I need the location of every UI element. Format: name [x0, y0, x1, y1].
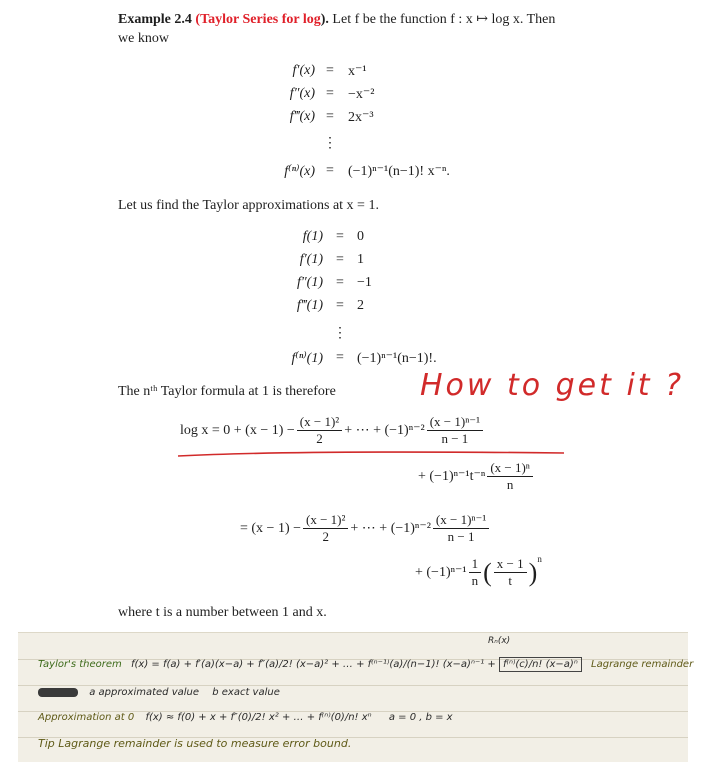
example-label: Example 2.4: [118, 12, 192, 27]
handwritten-notes: [18, 632, 694, 762]
example-intro-cont: we know: [118, 31, 169, 46]
derivative-row: [0, 160, 720, 182]
eq-lhs: f′(x): [292, 63, 315, 78]
eq-rhs: 1: [357, 252, 364, 267]
eq-op: =: [336, 275, 344, 290]
fraction: [494, 556, 527, 589]
fraction-numerator: x − 1: [494, 556, 527, 573]
note-math: f(x) = f(a) + f′(a)(x−a) + f″(a)/2! (x−a)² + … + f⁽ⁿ⁻¹⁾(a)/(n−1)! (x−a)ⁿ⁻¹ +: [130, 659, 496, 670]
ruled-line: [18, 685, 688, 686]
formula-term: + (−1)ⁿ⁻¹: [415, 565, 467, 580]
value-row: [0, 226, 720, 248]
note-tail: Lagrange remainder: [591, 659, 694, 670]
note-line-2: [38, 687, 280, 698]
eq-lhs: f⁽ⁿ⁾(x): [284, 163, 315, 179]
eq-lhs: f(1): [302, 229, 323, 244]
fraction-denominator: 2: [316, 431, 323, 446]
formula-line-2: [418, 460, 535, 493]
note-lead: Approximation at 0: [38, 712, 135, 723]
eq-lhs: f″(1): [296, 275, 323, 290]
value-row: [0, 295, 720, 317]
fraction: [427, 414, 483, 447]
scribble-mark: [38, 688, 78, 697]
fraction-denominator: t: [508, 573, 513, 588]
eq-rhs: (−1)ⁿ⁻¹(n−1)! x⁻ⁿ.: [348, 163, 450, 179]
formula-intro: The nᵗʰ Taylor formula at 1 is therefore: [118, 384, 336, 399]
eq-rhs: 2: [357, 298, 364, 313]
eq-rhs: (−1)ⁿ⁻¹(n−1)!.: [357, 350, 437, 366]
fraction-denominator: 2: [322, 529, 329, 544]
eq-op: =: [326, 86, 334, 101]
note-line-4: Tip Lagrange remainder is used to measure error bound.: [38, 737, 352, 750]
formula-line-1: [180, 414, 485, 447]
eq-op: =: [336, 298, 344, 313]
red-underline: [176, 448, 566, 460]
note-line-3: [38, 712, 453, 723]
eq-lhs: f⁽ⁿ⁾(1): [291, 350, 323, 366]
formula-term: = (x − 1) −: [240, 520, 302, 536]
fraction-denominator: n − 1: [447, 529, 475, 544]
note-lead: a approximated value: [89, 687, 200, 698]
eq-op: =: [326, 163, 334, 178]
vdots-row: [0, 132, 720, 154]
eq-rhs: 2x⁻³: [348, 109, 374, 125]
fraction: [433, 512, 489, 545]
find-text: Let us find the Taylor approximations at x = 1.: [118, 198, 379, 213]
vdots-row: [0, 322, 720, 344]
example-intro: Let f be the function f : x ↦ log x. Then: [332, 12, 556, 27]
eq-lhs: f′(1): [299, 252, 323, 267]
formula-line-4: [415, 553, 542, 589]
note-lead: Taylor's theorem: [38, 659, 122, 670]
formula-term: + ⋯ + (−1)ⁿ⁻²: [344, 423, 425, 438]
fraction-denominator: n: [506, 477, 514, 492]
open-paren: (: [195, 12, 201, 27]
value-row: [0, 347, 720, 369]
right-paren: ): [528, 557, 538, 587]
handwritten-question: How to get it ?: [420, 368, 684, 403]
fraction-numerator: (x − 1)²: [303, 512, 348, 529]
eq-rhs: −x⁻²: [348, 86, 375, 102]
eq-op: =: [336, 229, 344, 244]
eq-op: =: [336, 252, 344, 267]
fraction-numerator: 1: [469, 556, 482, 573]
eq-op: =: [326, 63, 334, 78]
fraction: [297, 414, 342, 447]
eq-rhs: x⁻¹: [348, 63, 367, 79]
eq-op: =: [326, 109, 334, 124]
fraction-numerator: (x − 1)ⁿ: [487, 460, 533, 477]
note-math: f(x) ≈ f(0) + x + f″(0)/2! x² + … + f⁽ⁿ⁾(0)/n! xⁿ: [145, 712, 372, 723]
vdots: ⋮: [323, 135, 337, 151]
eq-rhs: 0: [357, 229, 364, 244]
eq-op: =: [336, 350, 344, 365]
left-paren: (: [483, 557, 492, 587]
fraction: [487, 460, 533, 493]
eq-lhs: f″(x): [289, 86, 315, 101]
value-row: [0, 249, 720, 271]
value-row: [0, 272, 720, 294]
fraction: [303, 512, 348, 545]
remainder-box: f⁽ⁿ⁾(c)/n! (x−a)ⁿ: [499, 657, 582, 672]
note-tail: a = 0 , b = x: [388, 712, 453, 723]
where-text: where t is a number between 1 and x.: [118, 605, 327, 620]
derivative-row: [0, 83, 720, 105]
eq-lhs: f‴(1): [296, 298, 323, 313]
eq-rhs: −1: [357, 275, 372, 290]
note-line-1: [38, 659, 693, 670]
derivative-row: [0, 106, 720, 128]
rn-label: Rₙ(x): [488, 636, 511, 646]
derivative-row: [0, 60, 720, 82]
fraction-numerator: (x − 1)ⁿ⁻¹: [433, 512, 489, 529]
formula-term: + ⋯ + (−1)ⁿ⁻²: [350, 521, 431, 536]
vdots: ⋮: [333, 325, 347, 341]
eq-lhs: f‴(x): [289, 109, 315, 124]
fraction-numerator: (x − 1)ⁿ⁻¹: [427, 414, 483, 431]
close-paren: ).: [320, 12, 329, 27]
exponent: n: [537, 553, 542, 564]
example-heading: [118, 11, 555, 28]
example-title: Taylor Series for log: [200, 12, 321, 27]
note-tail: b exact value: [212, 687, 280, 698]
formula-term: log x = 0 + (x − 1) −: [180, 422, 295, 438]
formula-line-3: [240, 512, 491, 545]
fraction: [469, 556, 482, 589]
fraction-denominator: n − 1: [441, 431, 469, 446]
fraction-numerator: (x − 1)²: [297, 414, 342, 431]
formula-term: + (−1)ⁿ⁻¹t⁻ⁿ: [418, 469, 486, 484]
fraction-denominator: n: [471, 573, 479, 588]
